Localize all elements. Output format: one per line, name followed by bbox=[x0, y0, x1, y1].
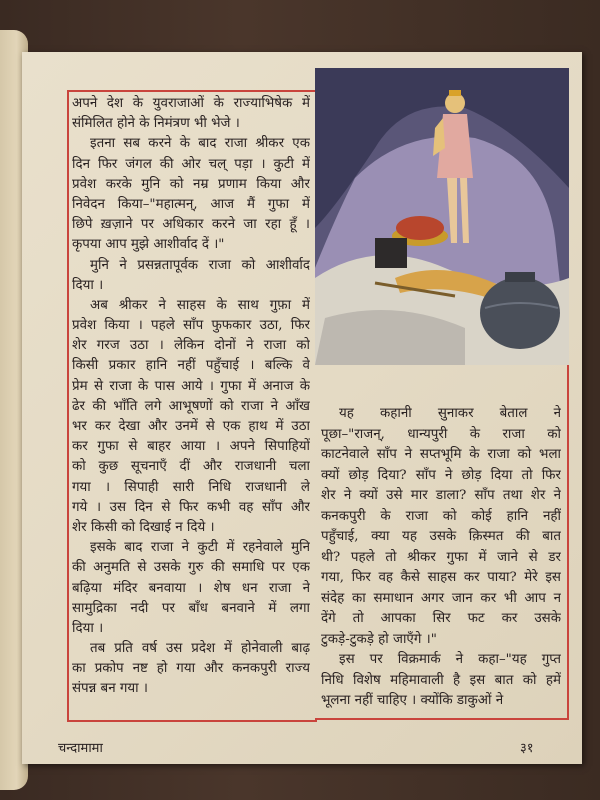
paragraph bbox=[72, 134, 310, 255]
text-line: यह कहानी सुनाकर बेताल ने bbox=[339, 406, 561, 421]
text-line: दिया । bbox=[72, 620, 104, 636]
text-line: किसी प्रकार हानि नहीं पहुँचाई । बल्कि वे bbox=[72, 358, 310, 374]
text-line: शेर गरज उठा । लेकिन दोनों ने राजा को bbox=[72, 338, 310, 354]
text-line: तब प्रति वर्ष उस प्रदेश में होनेवाली बाढ़ bbox=[90, 641, 310, 657]
text-line: दिया । bbox=[72, 277, 104, 293]
text-line: संदेह का समाधान अगर जान कर भी आप न bbox=[321, 590, 561, 606]
magazine-page bbox=[22, 52, 582, 764]
text-line: ढेर की भाँति लगे आभूषणों को राजा ने आँख bbox=[72, 398, 310, 414]
text-line: प्रवेश किया । पहले साँप फुफकार उठा, फिर bbox=[72, 318, 310, 334]
cave-treasure-illustration bbox=[315, 68, 569, 365]
text-line: छिपे ख़ज़ाने पर अधिकार करने जा रहा हूँ । bbox=[72, 217, 310, 233]
paragraph bbox=[321, 650, 561, 712]
text-line: की अनुमति से उसके गुरु की समाधि पर एक bbox=[72, 560, 310, 576]
text-line: संपन्न बन गया । bbox=[72, 681, 148, 697]
text-line: इस पर विक्रमार्क ने कहा–"यह गुप्त bbox=[339, 652, 561, 667]
text-line: शेर किसी को दिखाई न दिये । bbox=[72, 519, 215, 535]
text-line: पूछा–"राजन्, धान्यपुरी के राजा को bbox=[321, 426, 561, 442]
paragraph bbox=[72, 94, 310, 134]
text-line: इतना सब करने के बाद राजा श्रीकर एक bbox=[90, 136, 310, 152]
text-line: देंगे तो आपका सिर फट कर उसके bbox=[321, 611, 561, 626]
text-line: संमिलित होने के निमंत्रण भी भेजे । bbox=[72, 116, 240, 132]
paragraph bbox=[72, 256, 310, 296]
left-text-column bbox=[72, 94, 310, 700]
text-line: को कुछ सूचनाएँ दीं और राजधानी चला bbox=[72, 459, 310, 475]
text-line: काटनेवाले साँप ने सप्तभूमि के राजा को भला bbox=[321, 447, 561, 462]
text-line: कर गुफा से बाहर आया । अपने सिपाहियों bbox=[72, 439, 310, 455]
page-number: ३१ bbox=[520, 741, 534, 756]
text-line: कृपया आप मुझे आशीर्वाद दें ।" bbox=[72, 237, 225, 253]
text-line: निधि विशेष महिमावाली है इस बात को हमें bbox=[321, 672, 561, 688]
text-line: प्रेम से राजा के पास आये । गुफा में अनाज के bbox=[72, 378, 310, 394]
paragraph bbox=[72, 296, 310, 538]
text-line: गये । उस दिन से फिर कभी वह साँप और bbox=[72, 499, 310, 515]
text-line: शेर ने क्यों उसे मार डाला? साँप तथा शेर ने bbox=[321, 488, 561, 503]
text-line: गया । सिपाही सारी निधि राजधानी ले bbox=[72, 479, 310, 495]
magazine-name-footer: चन्दामामा bbox=[58, 741, 103, 756]
right-text-column bbox=[321, 404, 561, 712]
text-line: गया, फिर वह कैसे साहस कर पाया? मेरे इस bbox=[321, 570, 561, 585]
illustration-graphic bbox=[315, 68, 569, 365]
text-line: पहुँचाई, क्या यह उसके क़िस्मत की बात bbox=[321, 529, 561, 544]
text-line: कनकपुरी के राजा को कोई हानि नहीं bbox=[321, 508, 561, 524]
text-line: अपने देश के युवराजाओं के राज्याभिषेक में bbox=[72, 96, 310, 111]
text-line: दिन फिर जंगल की ओर चल् पड़ा । कुटी में bbox=[72, 156, 310, 172]
paragraph bbox=[72, 639, 310, 700]
text-line: बढ़िया मंदिर बनवाया । शेष धन राजा ने bbox=[72, 580, 310, 596]
text-line: सामुद्रिका नदी पर बाँध बनवाने में लगा bbox=[72, 600, 310, 616]
text-line: भर कर देखा और उनमें से एक हाथ में उठा bbox=[72, 419, 310, 434]
paragraph bbox=[321, 404, 561, 650]
text-line: प्रवेश करके मुनि को नम्र प्रणाम किया और bbox=[72, 176, 310, 192]
paragraph bbox=[72, 538, 310, 639]
text-line: मुनि ने प्रसन्नतापूर्वक राजा को आशीर्वाद bbox=[90, 257, 310, 273]
text-line: क्यों छोड़ दिया? साँप ने छोड़ दिया तो फिर bbox=[321, 467, 561, 483]
text-line: टुकड़े-टुकड़े हो जाएँगे ।" bbox=[321, 631, 437, 647]
text-line: इसके बाद राजा ने कुटी में रहनेवाले मुनि bbox=[90, 540, 310, 556]
text-line: थी? पहले तो श्रीकर गुफा में जाने से डर bbox=[321, 549, 561, 565]
text-line: भूलना नहीं चाहिए । क्योंकि डाकुओं ने bbox=[321, 693, 504, 708]
text-line: अब श्रीकर ने साहस के साथ गुफ़ा में bbox=[90, 297, 310, 313]
text-line: का प्रकोप नष्ट हो गया और कनकपुरी राज्य bbox=[72, 661, 310, 677]
text-line: निवेदन किया–"महात्मन्, आज मैं गुफा में bbox=[72, 196, 310, 212]
